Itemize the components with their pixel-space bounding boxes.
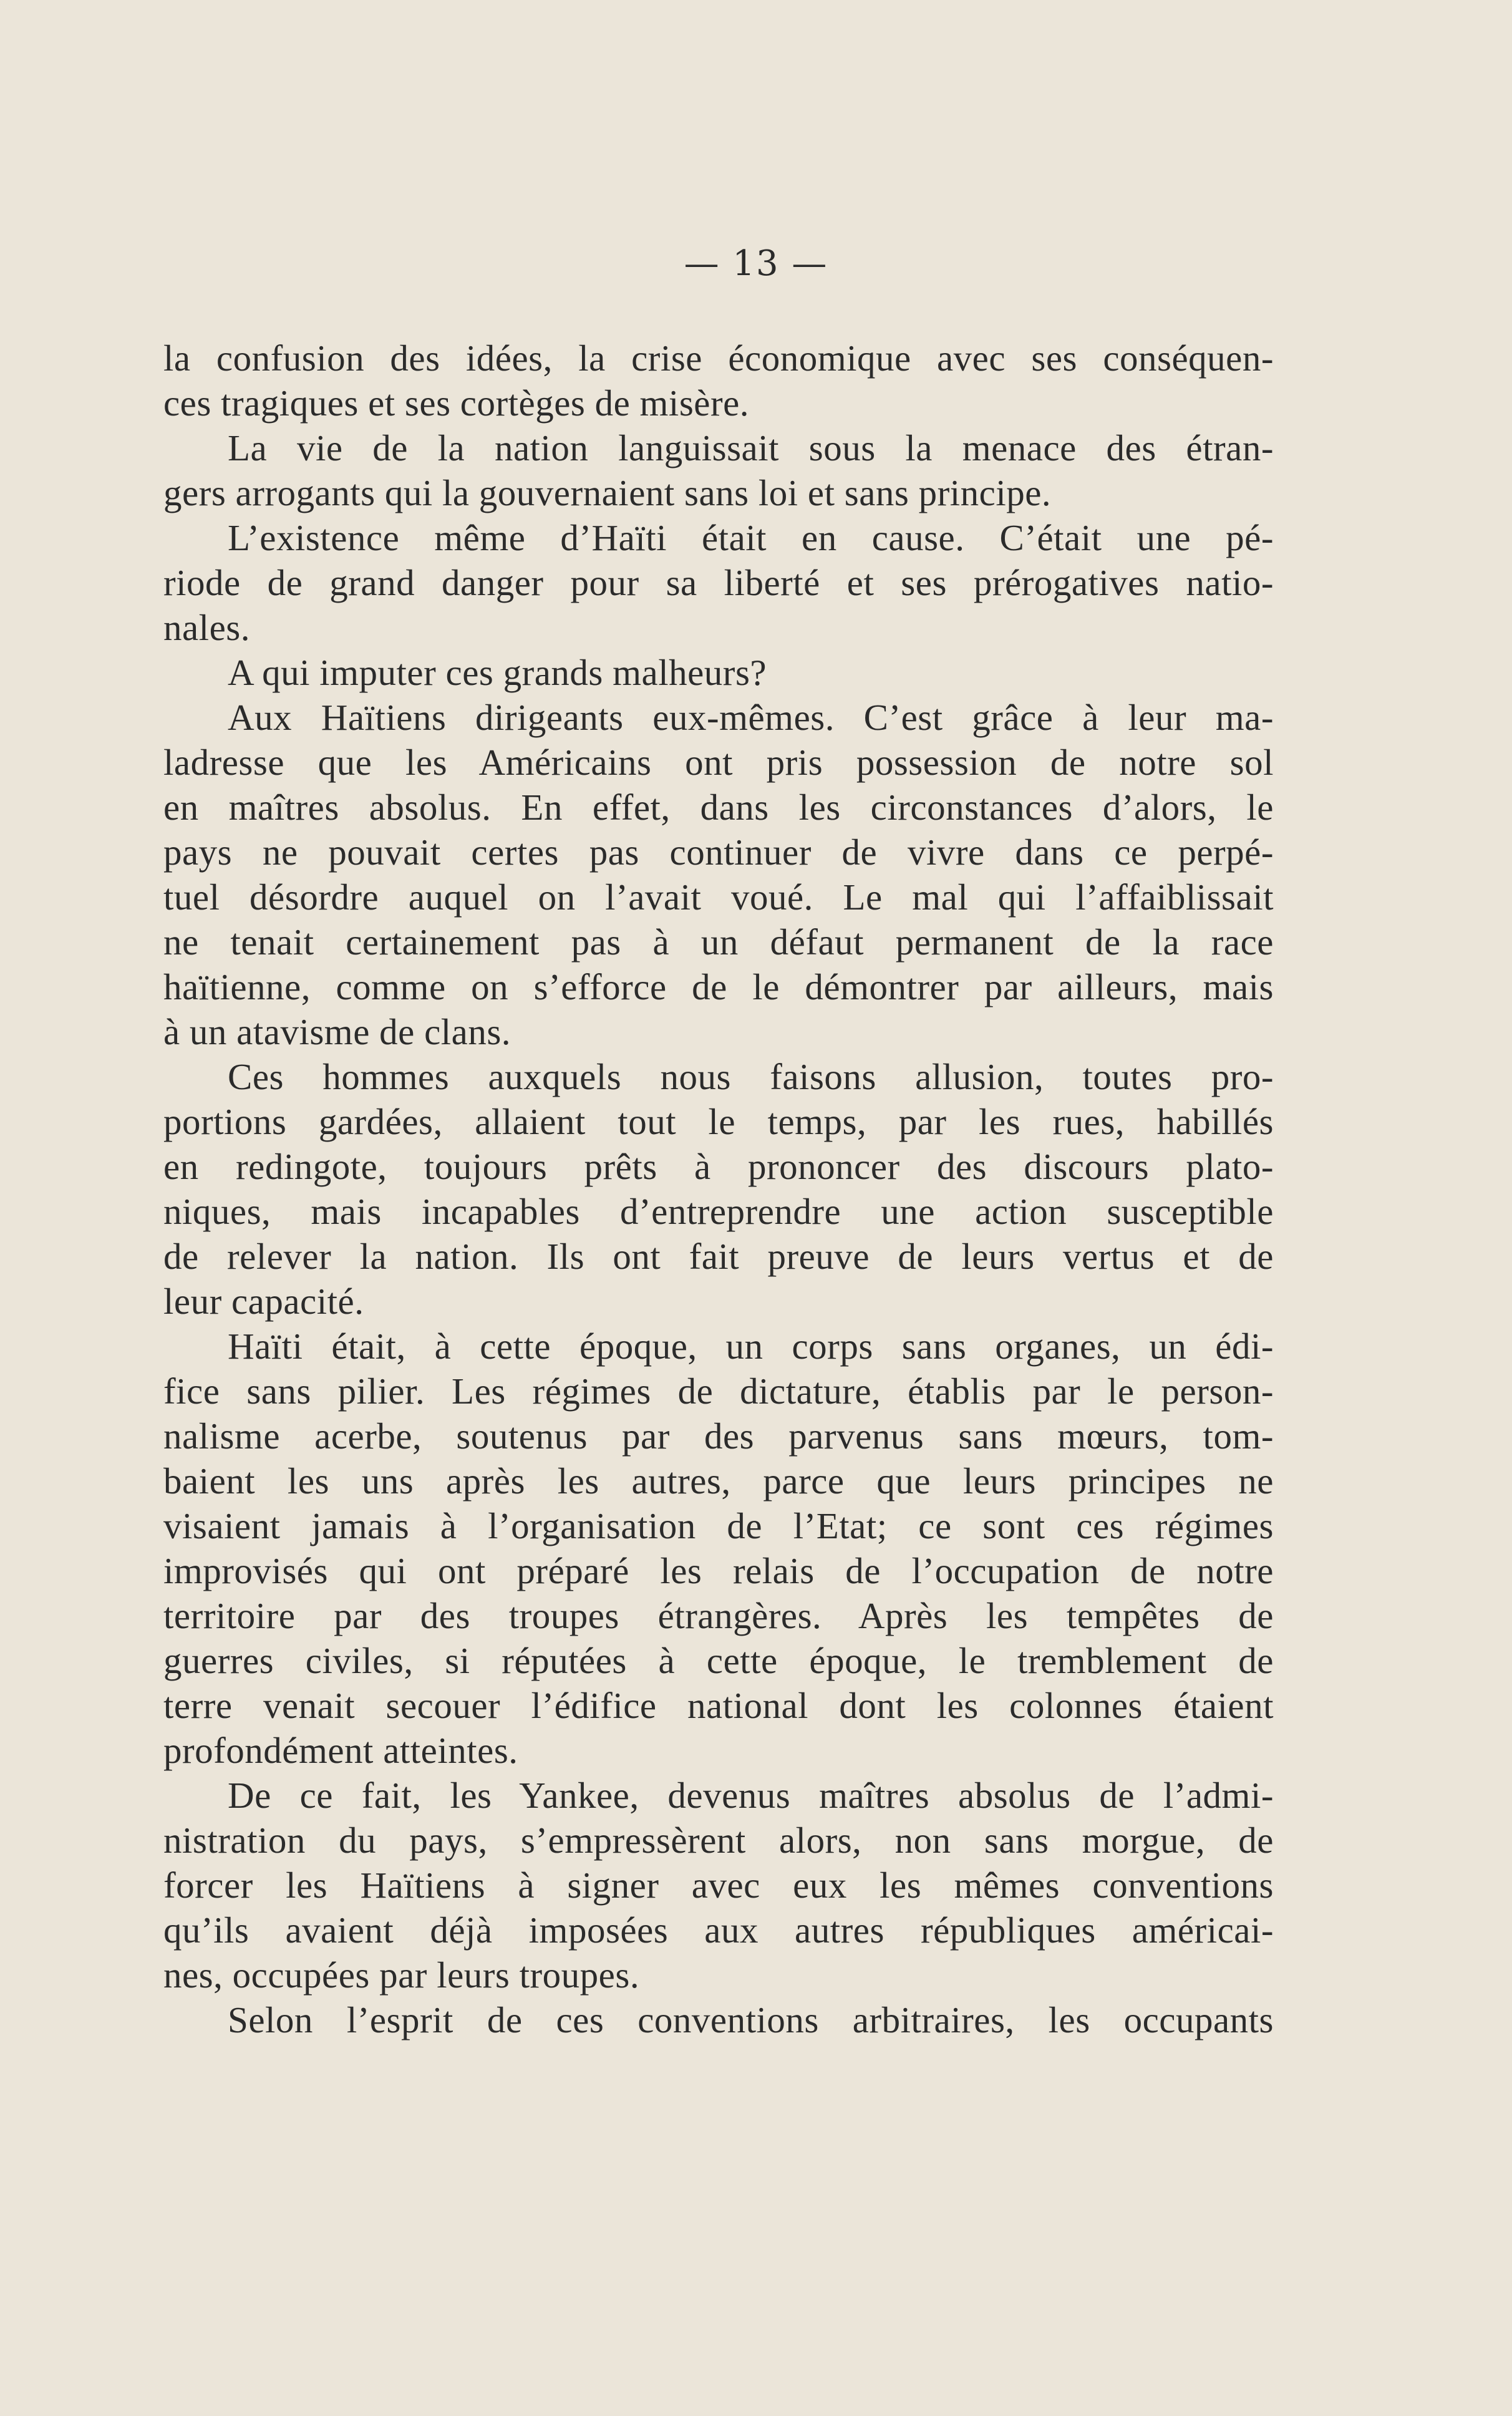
text-line: terre venait secouer l’édifice national dont les colonnes étaient: [163, 1685, 1274, 1726]
text-line: ces tragiques et ses cortèges de misère.: [163, 382, 750, 424]
text-line: portions gardées, allaient tout le temps, par les rues, habillés: [163, 1101, 1274, 1142]
text-line: en maîtres absolus. En effet, dans les circonstances d’alors, le: [163, 787, 1274, 828]
text-line: Ces hommes auxquels nous faisons allusion, toutes pro-: [228, 1056, 1274, 1097]
page-number: — 13 —: [684, 243, 828, 284]
text-line: pays ne pouvait certes pas continuer de vivre dans ce perpé-: [163, 832, 1274, 873]
text-line: nales.: [163, 607, 250, 648]
text-line: Selon l’esprit de ces conventions arbitraires, les occupants: [228, 1999, 1274, 2040]
text-line: ladresse que les Américains ont pris possession de notre sol: [163, 742, 1274, 783]
text-line: ne tenait certainement pas à un défaut permanent de la race: [163, 921, 1274, 963]
text-line: tuel désordre auquel on l’avait voué. Le mal qui l’affaiblissait: [163, 876, 1274, 918]
text-line: guerres civiles, si réputées à cette époque, le tremblement de: [163, 1640, 1274, 1681]
text-line: A qui imputer ces grands malheurs?: [228, 652, 767, 693]
text-line: visaient jamais à l’organisation de l’Etat; ce sont ces régimes: [163, 1505, 1274, 1546]
text-line: nalisme acerbe, soutenus par des parvenus sans mœurs, tom-: [163, 1415, 1274, 1457]
text-line: forcer les Haïtiens à signer avec eux les mêmes conventions: [163, 1865, 1274, 1906]
text-line: De ce fait, les Yankee, devenus maîtres absolus de l’admi-: [228, 1775, 1274, 1816]
text-line: leur capacité.: [163, 1281, 364, 1322]
text-line: gers arrogants qui la gouvernaient sans loi et sans principe.: [163, 472, 1052, 513]
text-line: L’existence même d’Haïti était en cause. C’était une pé-: [228, 517, 1274, 558]
text-line: niques, mais incapables d’entreprendre une action susceptible: [163, 1191, 1274, 1232]
text-line: haïtienne, comme on s’efforce de le démontrer par ailleurs, mais: [163, 966, 1274, 1007]
text-line: Aux Haïtiens dirigeants eux-mêmes. C’est grâce à leur ma-: [228, 697, 1274, 738]
text-line: fice sans pilier. Les régimes de dictature, établis par le person-: [163, 1371, 1274, 1412]
text-line: nes, occupées par leurs troupes.: [163, 1954, 640, 1996]
text-line: riode de grand danger pour sa liberté et ses prérogatives natio-: [163, 562, 1274, 603]
body-text: [163, 336, 1274, 2042]
text-line: nistration du pays, s’empressèrent alors, non sans morgue, de: [163, 1820, 1274, 1861]
text-line: territoire par des troupes étrangères. Après les tempêtes de: [163, 1595, 1274, 1636]
text-line: qu’ils avaient déjà imposées aux autres républiques américai-: [163, 1909, 1274, 1951]
text-line: Haïti était, à cette époque, un corps sans organes, un édi-: [228, 1326, 1274, 1367]
text-line: à un atavisme de clans.: [163, 1011, 511, 1052]
text-line: profondément atteintes.: [163, 1730, 518, 1771]
text-line: La vie de la nation languissait sous la menace des étran-: [228, 427, 1274, 468]
text-line: improvisés qui ont préparé les relais de l’occupation de notre: [163, 1550, 1274, 1591]
text-line: en redingote, toujours prêts à prononcer des discours plato-: [163, 1146, 1274, 1187]
text-line: de relever la nation. Ils ont fait preuve de leurs vertus et de: [163, 1236, 1274, 1277]
text-line: la confusion des idées, la crise économique avec ses conséquen-: [163, 337, 1274, 379]
text-line: baient les uns après les autres, parce que leurs principes ne: [163, 1460, 1274, 1502]
